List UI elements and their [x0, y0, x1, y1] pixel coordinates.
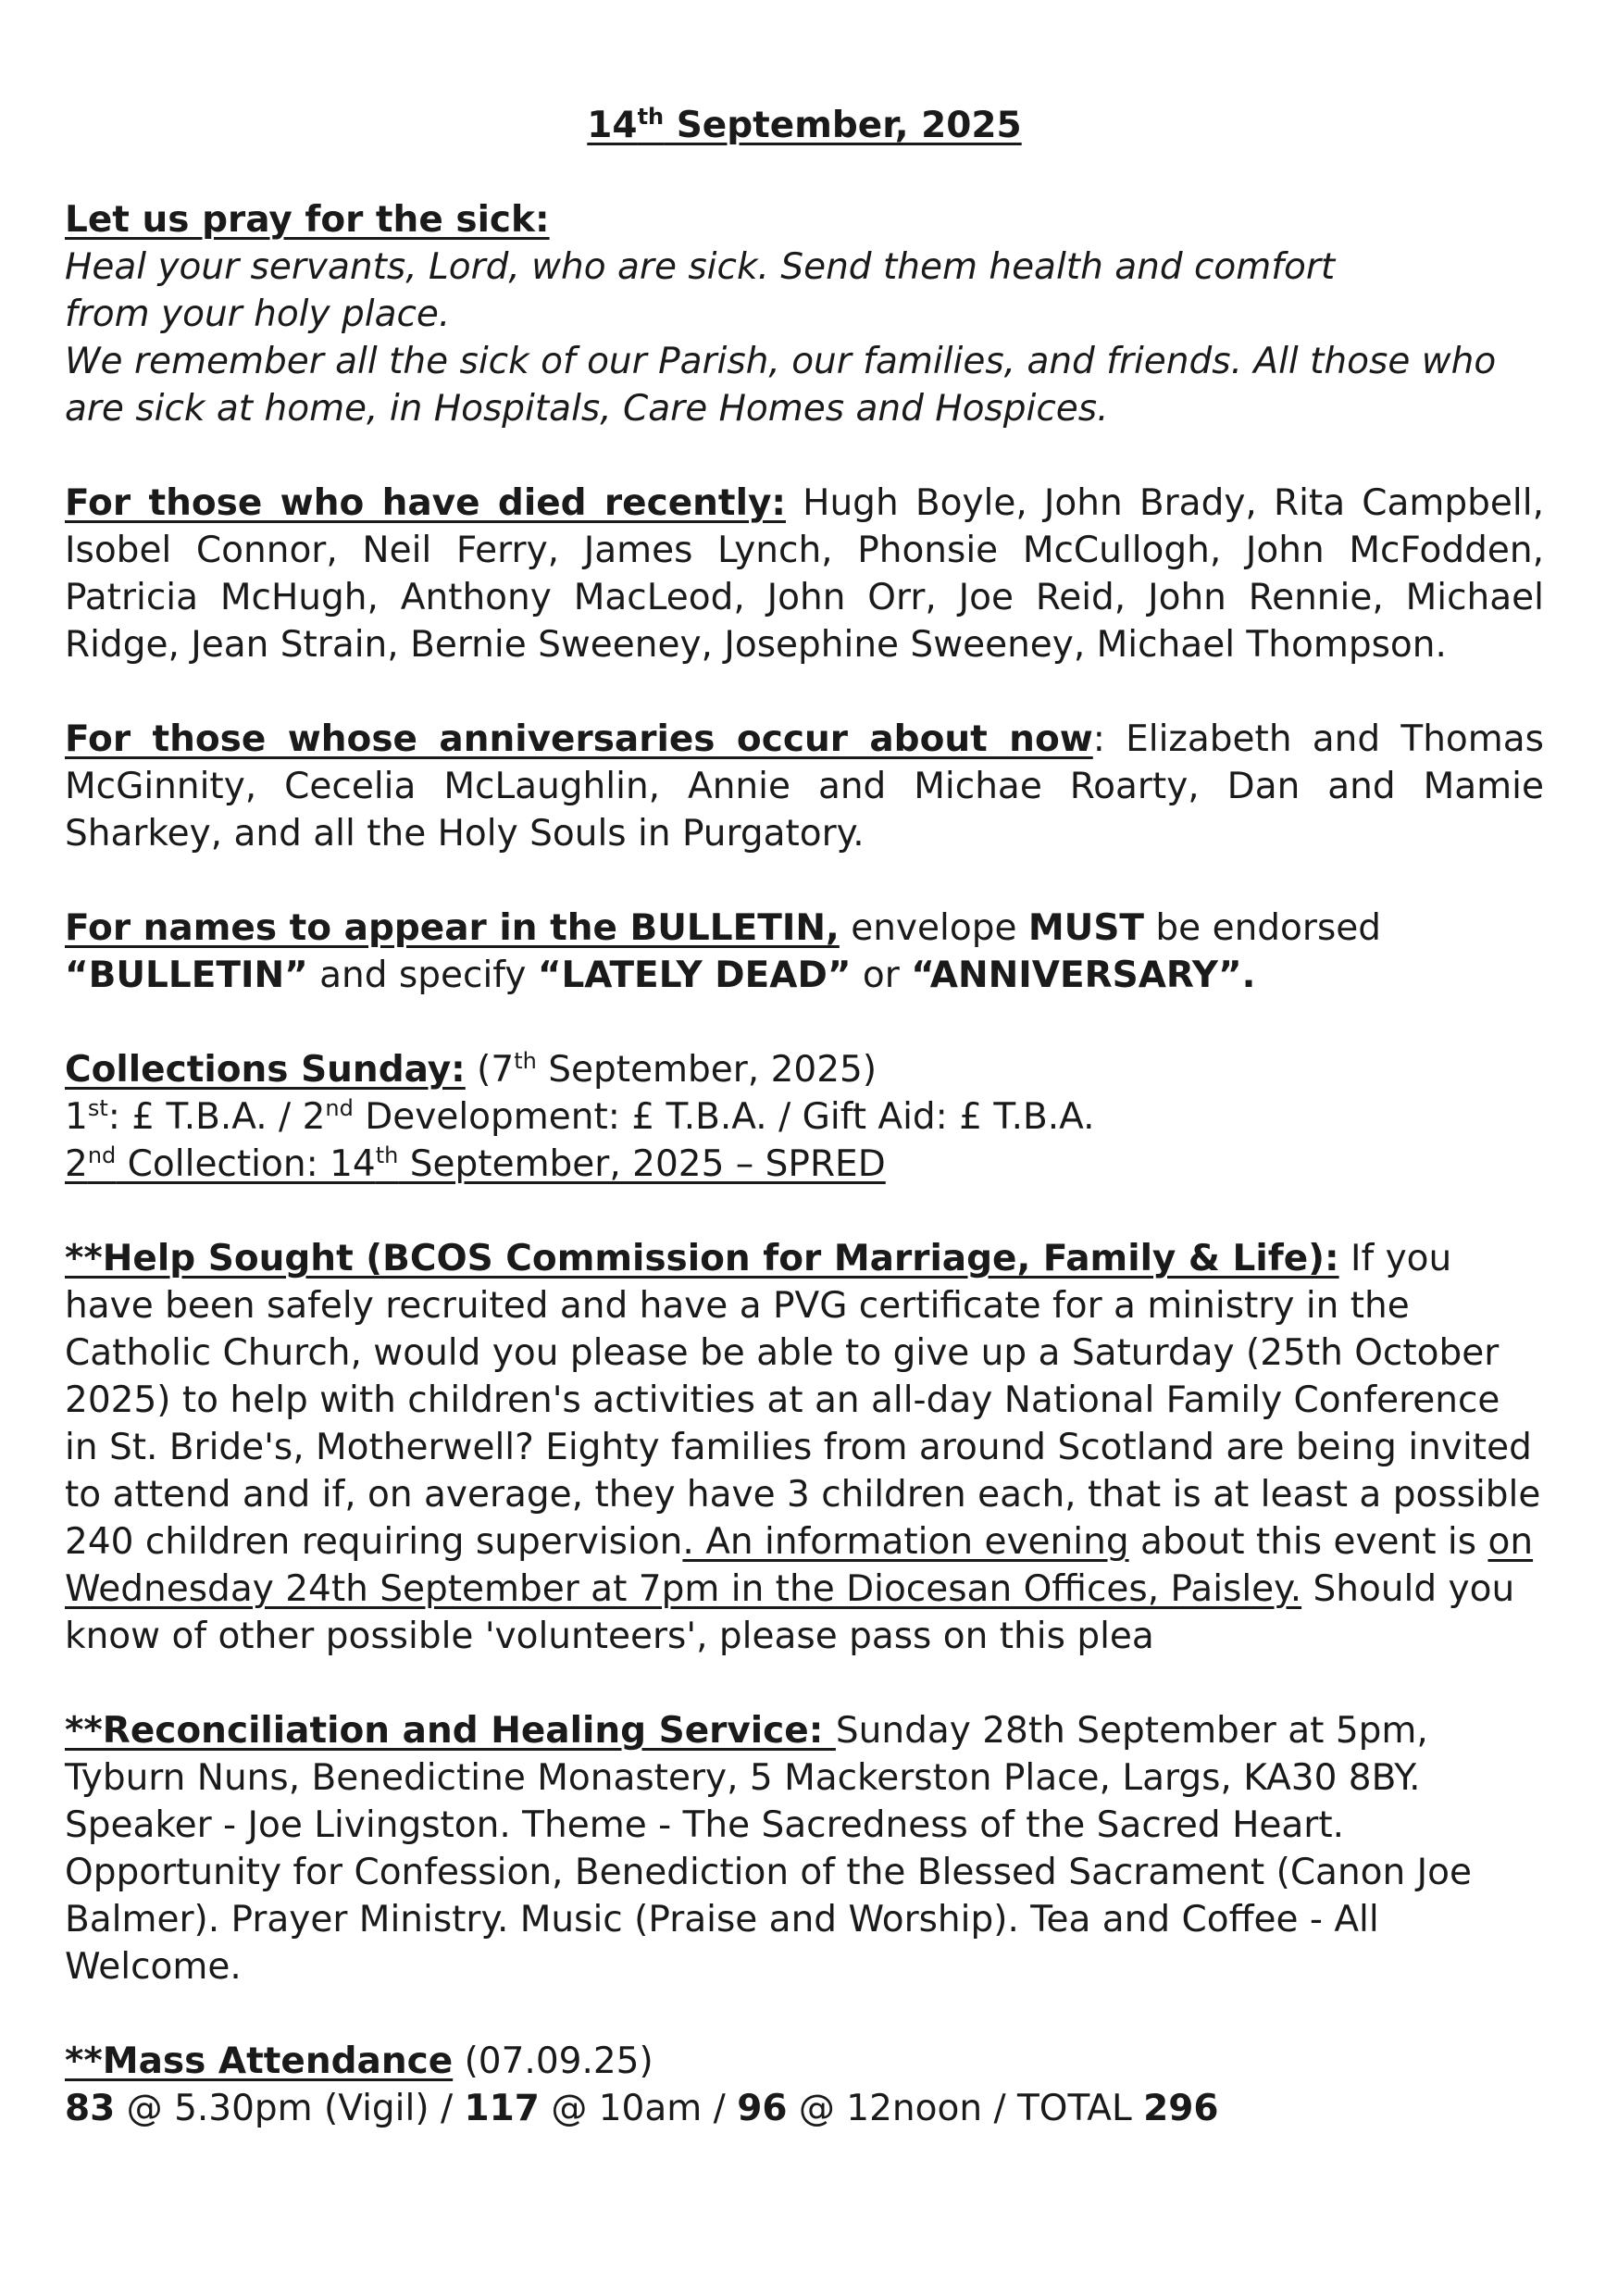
mass-attendance-section: **Mass Attendance (07.09.25) 83 @ 5.30pm (Vigil) / 117 @ 10am / 96 @ 12noon / TOTAL 296: [65, 2038, 1544, 2132]
died-heading: For those who have died recently:: [65, 482, 786, 524]
sick-heading: Let us pray for the sick:: [65, 199, 550, 241]
sick-prayer-line2: from your holy place.: [65, 293, 451, 335]
bulletin-notice: For names to appear in the BULLETIN, envelope MUST be endorsed “BULLETIN” and specify “LATELY DEAD” or “ANNIVERSARY”.: [65, 907, 1382, 996]
collections-heading: Collections Sunday:: [65, 1049, 466, 1091]
page-title: 14th September, 2025: [587, 104, 1022, 146]
collections-amounts: 1st: £ T.B.A. / 2nd Development: £ T.B.A. / Gift Aid: £ T.B.A.: [65, 1095, 1095, 1138]
reconciliation-body: Sunday 28th September at 5pm, Tyburn Nuns, Benedictine Monastery, 5 Mackerston Place, Largs, KA30 8BY. Speaker - Joe Livingston. Theme - The Sacredness of the Sacred Heart. Opportunity for Confession, Benediction of the Blessed Sacrament (Canon Joe Balmer). Prayer Ministry. Music (Praise and Worship). Tea and Coffee - All Welcome.: [65, 1710, 1473, 1988]
anniversaries-section: [65, 716, 1544, 857]
bulletin-heading: For names to appear in the BULLETIN,: [65, 907, 840, 949]
help-sought-section: **Help Sought (BCOS Commission for Marriage, Family & Life): If you have been safely recruited and have a PVG certificate for a ministry in the Catholic Church, would you please be able to give up a Saturday (25th October 2025) to help with children's activities at an all-day National Family Conference in St. Bride's, Motherwell? Eighty families from around Scotland are being invited to attend and if, on average, they have 3 children each, that is at least a possible 240 children requiring supervision. An information evening about this event is on Wednesday 24th September at 7pm in the Diocesan Offices, Paisley. Should you know of other possible 'volunteers', please pass on this plea: [65, 1238, 1541, 1657]
help-sought-heading: **Help Sought (BCOS Commission for Marriage, Family & Life):: [65, 1238, 1339, 1279]
anniversaries-names: : Elizabeth and Thomas McGinnity, Cecelia McLaughlin, Annie and Michae Roarty, Dan and Mamie Sharkey, and all the Holy Souls in Purgatory.: [65, 718, 1544, 855]
second-collection-note: 2nd Collection: 14th September, 2025 – SPRED: [65, 1142, 886, 1185]
reconciliation-heading: **Reconciliation and Healing Service:: [65, 1710, 836, 1752]
collections-section: Collections Sunday: (7th September, 2025) 1st: £ T.B.A. / 2nd Development: £ T.B.A. / Gift Aid: £ T.B.A. 2nd Collection: 14th September, 2025 – SPRED: [65, 1046, 1544, 1188]
sick-section: [65, 196, 1544, 432]
mass-attendance-figures: 83 @ 5.30pm (Vigil) / 117 @ 10am / 96 @ 12noon / TOTAL 296: [65, 2088, 1219, 2129]
sick-prayer-line1: Heal your servants, Lord, who are sick. Send them health and comfort: [65, 246, 1336, 288]
died-section: [65, 480, 1544, 668]
anniversaries-heading: For those whose anniversaries occur about now: [65, 718, 1093, 760]
sick-remember-text: We remember all the sick of our Parish, our families, and friends. All those who are sick at home, in Hospitals, Care Homes and Hospices.: [65, 341, 1497, 430]
died-names: Hugh Boyle, John Brady, Rita Campbell, Isobel Connor, Neil Ferry, James Lynch, Phonsie McCullogh, John McFodden, Patricia McHugh, Anthony MacLeod, John Orr, Joe Reid, John Rennie, Michael Ridge, Jean Strain, Bernie Sweeney, Josephine Sweeney, Michael Thompson.: [65, 482, 1544, 666]
mass-attendance-heading: **Mass Attendance: [65, 2040, 454, 2082]
reconciliation-section: [65, 1707, 1544, 1990]
